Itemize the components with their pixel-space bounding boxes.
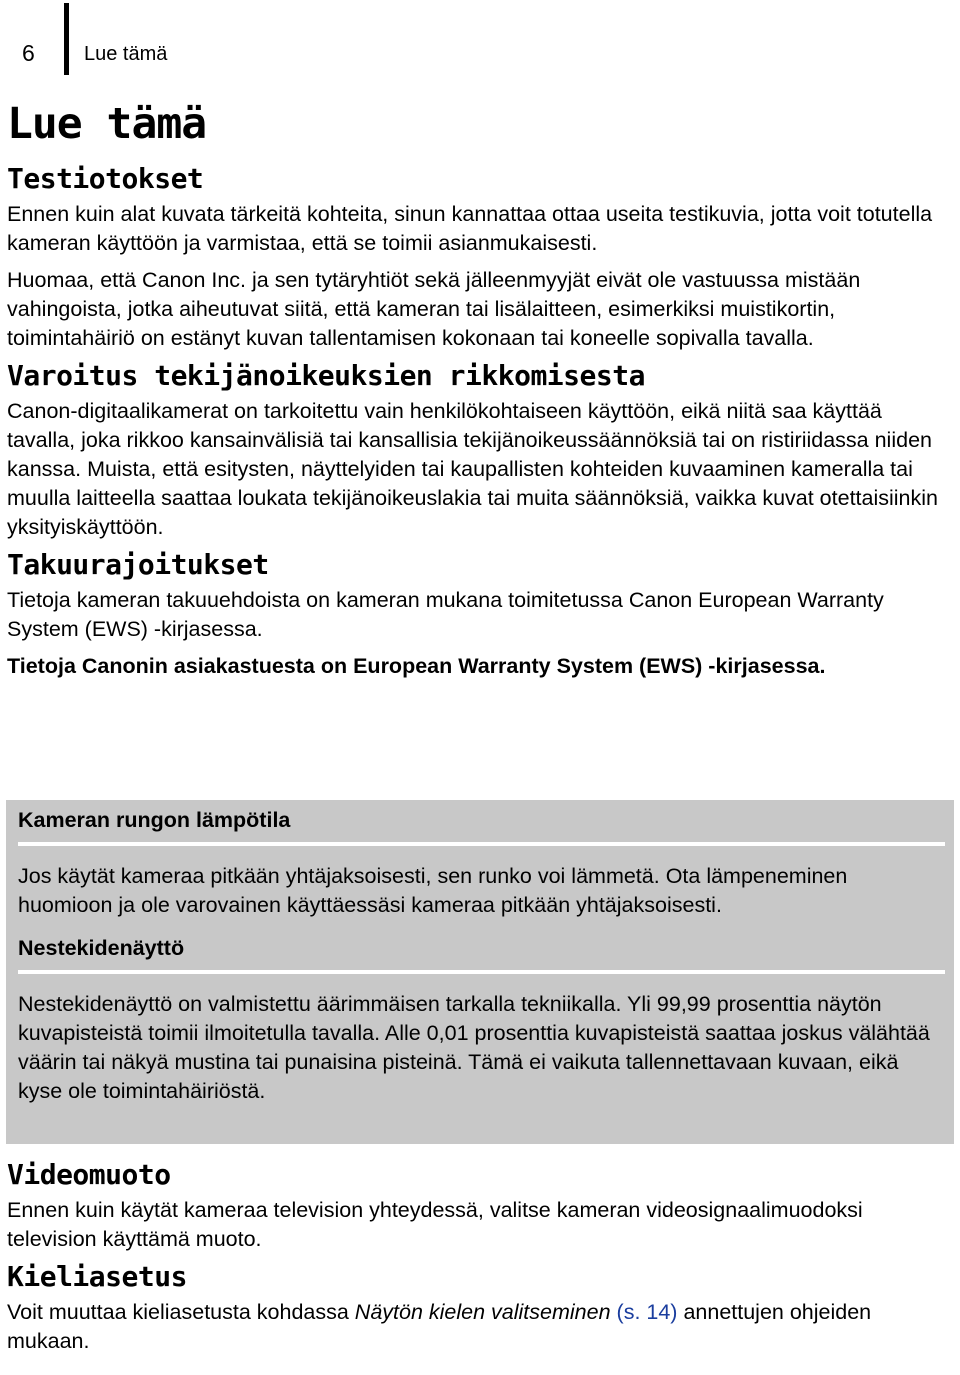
lower-content <box>7 1158 952 1356</box>
heading-varoitus: Varoitus tekijänoikeuksien rikkomisesta <box>7 359 645 392</box>
italic-ref: Näytön kielen valitseminen <box>354 1300 611 1324</box>
heading-testiotokset: Testiotokset <box>7 162 204 195</box>
running-header: Lue tämä <box>84 43 168 65</box>
text: annettujen ohjeiden mukaan. <box>7 1300 872 1353</box>
paragraph: Tietoja kameran takuuehdoista on kameran mukana toimitetussa Canon European Warranty System (EWS) -kirjasessa. <box>7 588 884 641</box>
box-paragraph: Jos käytät kameraa pitkään yhtäjaksoisesti, sen runko voi lämmetä. Ota lämpeneminen huomioon ja ole varovainen käyttäessäsi kameraa pitkään yhtäjaksoisesti. <box>18 864 848 917</box>
main-content <box>7 98 952 681</box>
box-heading-lcd: Nestekidenäyttö <box>18 936 185 960</box>
page-link[interactable]: (s. 14) <box>616 1300 678 1324</box>
paragraph: Canon-digitaalikamerat on tarkoitettu vain henkilökohtaiseen käyttöön, eikä niitä saa käyttää tavalla, joka rikkoo kansainvälisiä tai kansallisia tekijänoikeussäännöksiä tai on ristiriidassa niiden kanssa. Muista, että esitysten, näyttelyiden tai kaupallisten kohteiden kuvaaminen kameralla tai muulla laitteella saattaa loukata tekijänoikeuslakia tai muita säännöksiä, vaikka kuvat otettaisiinkin yksityiskäyttöön. <box>7 399 938 539</box>
box-heading-temperature: Kameran rungon lämpötila <box>18 808 291 832</box>
paragraph: Ennen kuin käytät kameraa television yhteydessä, valitse kameran videosignaalimuodoksi television käyttämä muoto. <box>7 1198 863 1251</box>
page-title: Lue tämä <box>7 99 207 149</box>
box-divider <box>18 970 945 974</box>
heading-videomuoto: Videomuoto <box>7 1158 171 1191</box>
box-paragraph: Nestekidenäyttö on valmistettu äärimmäisen tarkalla tekniikalla. Yli 99,99 prosenttia näytön kuvapisteistä toimii ilmoitetulla tavalla. Alle 0,01 prosenttia kuvapisteistä saattaa joskus välähtää väärin tai näkyä mustina tai punaisina pisteinä. Tämä ei vaikuta tallennettavaan kuvaan, eikä kyse ole toimintahäiriöstä. <box>18 992 930 1103</box>
heading-takuu: Takuurajoitukset <box>7 548 269 581</box>
text: Voit muuttaa kieliasetusta kohdassa <box>7 1300 355 1324</box>
page-number: 6 <box>22 40 35 66</box>
paragraph: Ennen kuin alat kuvata tärkeitä kohteita, sinun kannattaa ottaa useita testikuvia, jotta voit totutella kameran käyttöön ja varmistaa, että se toimii asianmukaisesti. <box>7 202 933 255</box>
box-divider <box>18 842 945 846</box>
paragraph-bold: Tietoja Canonin asiakastuesta on European Warranty System (EWS) -kirjasessa. <box>7 654 826 678</box>
paragraph: Huomaa, että Canon Inc. ja sen tytäryhtiöt sekä jälleenmyyjät eivät ole vastuussa mistään vahingoista, jotka aiheutuvat siitä, että kameran tai lisälaitteen, esimerkiksi muistikortin, toimintahäiriö on estänyt kuvan tallentamisen kokonaan tai koneelle sopivalla tavalla. <box>7 268 861 350</box>
header-divider <box>64 3 69 75</box>
heading-kieliasetus: Kieliasetus <box>7 1260 187 1293</box>
paragraph <box>7 1298 952 1356</box>
notice-box <box>6 800 954 1144</box>
